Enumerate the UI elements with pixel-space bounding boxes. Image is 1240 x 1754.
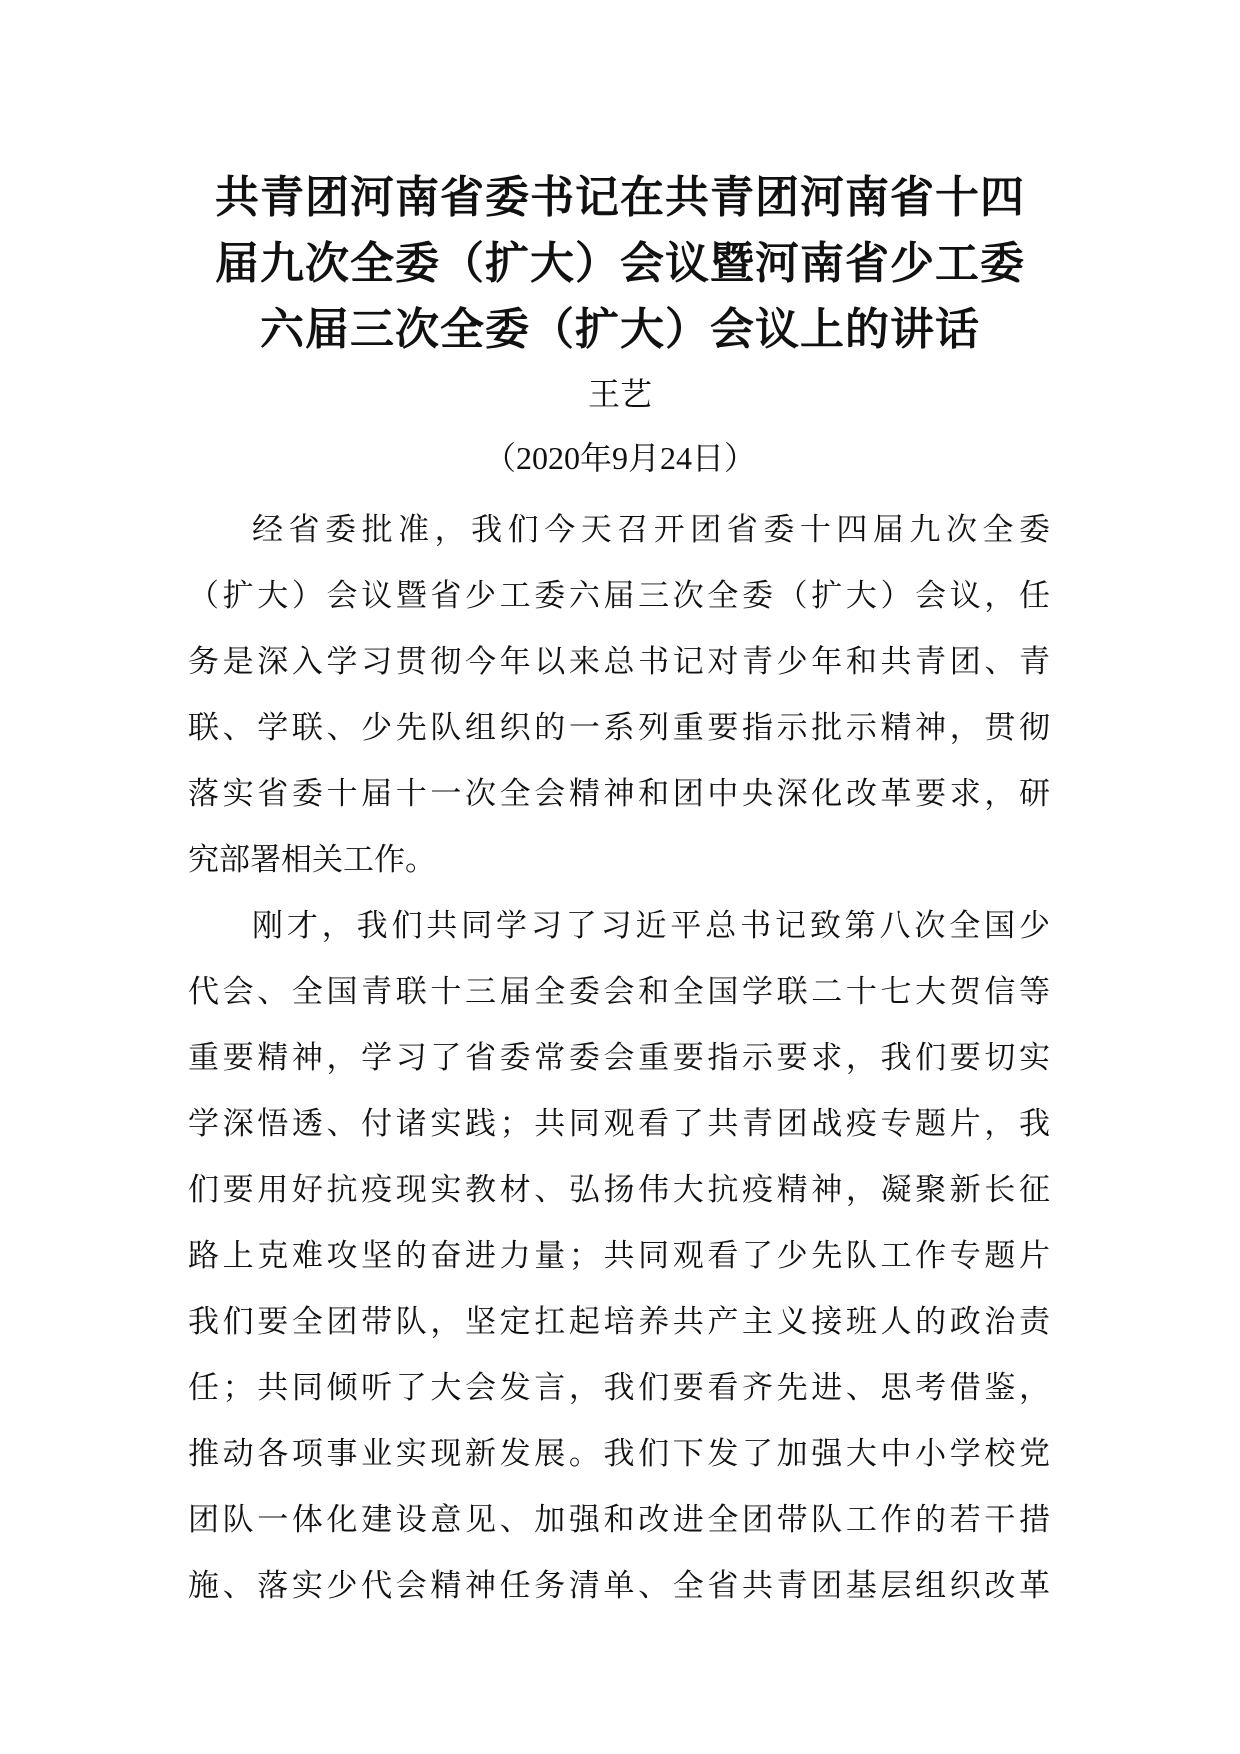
text-line: 经省委批准，我们今天召开团省委十四届九次全委 [252,512,1050,548]
text-line: 代会、全国青联十三届全委会和全国学联二十七大贺信等 [188,974,1050,1010]
text-line: 刚才，我们共同学习了习近平总书记致第八次全国少 [252,908,1050,944]
text-line: 重要精神，学习了省委常委会重要指示要求，我们要切实 [188,1040,1050,1076]
text-line: 究部署相关工作。 [188,842,436,878]
document-body [188,497,1050,1619]
text-line: 路上克难攻坚的奋进力量；共同观看了少先队工作专题片 [188,1238,1050,1274]
text-line: 我们要全团带队，坚定扛起培养共产主义接班人的政治责 [188,1304,1050,1340]
text-line: 施、落实少代会精神任务清单、全省共青团基层组织改革 [188,1568,1050,1604]
document-title [190,165,1050,363]
author-name: 王艺 [587,375,652,413]
title-line-3: 六届三次全委（扩大）会议上的讲话 [260,304,980,355]
text-line: 联、学联、少先队组织的一系列重要指示批示精神，贯彻 [188,710,1050,746]
speech-date: （2020年9月24日） [483,440,756,476]
text-line: 推动各项事业实现新发展。我们下发了加强大中小学校党 [188,1436,1050,1472]
paragraph-1 [188,497,1050,893]
text-line: （扩大）会议暨省少工委六届三次全委（扩大）会议，任 [188,578,1050,614]
title-line-1: 共青团河南省委书记在共青团河南省十四 [215,172,1025,223]
text-line: 学深悟透、付诸实践；共同观看了共青团战疫专题片，我 [188,1106,1050,1142]
text-line: 们要用好抗疫现实教材、弘扬伟大抗疫精神，凝聚新长征 [188,1172,1050,1208]
text-line: 落实省委十届十一次全会精神和团中央深化改革要求，研 [188,776,1050,812]
paragraph-2 [188,893,1050,1619]
title-line-2: 届九次全委（扩大）会议暨河南省少工委 [215,238,1025,289]
text-line: 任；共同倾听了大会发言，我们要看齐先进、思考借鉴， [188,1370,1050,1406]
text-line: 务是深入学习贯彻今年以来总书记对青少年和共青团、青 [188,644,1050,680]
text-line: 团队一体化建设意见、加强和改进全团带队工作的若干措 [188,1502,1050,1538]
